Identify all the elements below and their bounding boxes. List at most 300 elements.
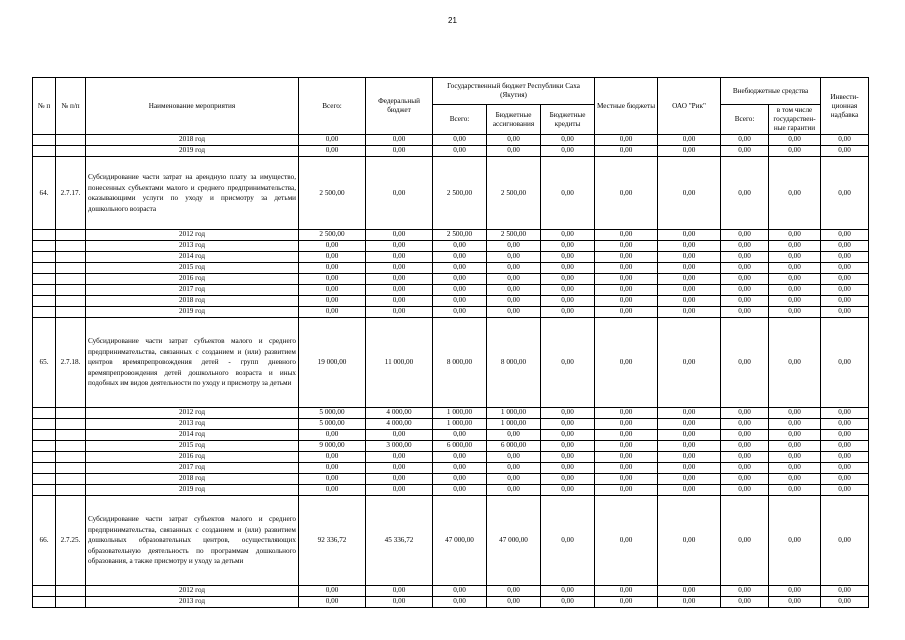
cell-invest: 0,00: [821, 274, 869, 285]
cell-local: 0,00: [595, 474, 658, 485]
year-row: [33, 586, 869, 597]
cell-rik: 0,00: [658, 252, 721, 263]
row-number: [33, 441, 56, 452]
cell-rik: 0,00: [658, 307, 721, 318]
cell-local: 0,00: [595, 318, 658, 408]
cell-state-credit: 0,00: [541, 586, 595, 597]
year-row: [33, 485, 869, 496]
cell-local: 0,00: [595, 135, 658, 146]
cell-extra-guarantee: 0,00: [769, 419, 821, 430]
cell-invest: 0,00: [821, 430, 869, 441]
year-row: [33, 230, 869, 241]
cell-state-alloc: 2 500,00: [487, 157, 541, 230]
cell-extra-guarantee: 0,00: [769, 241, 821, 252]
row-year-label: 2013 год: [86, 597, 299, 608]
year-row: [33, 597, 869, 608]
cell-extra-guarantee: 0,00: [769, 296, 821, 307]
cell-federal: 0,00: [366, 252, 433, 263]
cell-state-total: 0,00: [433, 586, 487, 597]
cell-rik: 0,00: [658, 441, 721, 452]
cell-extra-total: 0,00: [721, 296, 769, 307]
cell-federal: 11 000,00: [366, 318, 433, 408]
cell-state-credit: 0,00: [541, 252, 595, 263]
cell-extra-total: 0,00: [721, 419, 769, 430]
cell-extra-guarantee: 0,00: [769, 274, 821, 285]
cell-extra-guarantee: 0,00: [769, 485, 821, 496]
cell-rik: 0,00: [658, 157, 721, 230]
row-year-label: 2015 год: [86, 441, 299, 452]
cell-extra-guarantee: 0,00: [769, 408, 821, 419]
measure-row: [33, 157, 869, 230]
cell-state-alloc: 0,00: [487, 241, 541, 252]
cell-invest: 0,00: [821, 463, 869, 474]
row-number: [33, 307, 56, 318]
cell-state-total: 1 000,00: [433, 408, 487, 419]
cell-federal: 0,00: [366, 157, 433, 230]
row-year-label: 2014 год: [86, 252, 299, 263]
cell-state-credit: 0,00: [541, 463, 595, 474]
cell-invest: 0,00: [821, 296, 869, 307]
cell-federal: 0,00: [366, 463, 433, 474]
cell-state-total: 0,00: [433, 146, 487, 157]
cell-total: 0,00: [299, 586, 366, 597]
header-state-credit: Бюджетные кредиты: [541, 105, 595, 135]
year-row: [33, 274, 869, 285]
cell-state-credit: 0,00: [541, 408, 595, 419]
cell-local: 0,00: [595, 274, 658, 285]
cell-total: 0,00: [299, 452, 366, 463]
header-local: Местные бюджеты: [595, 78, 658, 135]
cell-total: 5 000,00: [299, 419, 366, 430]
cell-state-total: 0,00: [433, 274, 487, 285]
header-federal: Федеральный бюджет: [366, 78, 433, 135]
row-number: [33, 419, 56, 430]
cell-total: 0,00: [299, 274, 366, 285]
cell-invest: 0,00: [821, 135, 869, 146]
cell-federal: 0,00: [366, 241, 433, 252]
cell-local: 0,00: [595, 307, 658, 318]
cell-state-alloc: 0,00: [487, 263, 541, 274]
cell-extra-total: 0,00: [721, 430, 769, 441]
year-row: [33, 430, 869, 441]
cell-invest: 0,00: [821, 241, 869, 252]
cell-extra-total: 0,00: [721, 408, 769, 419]
cell-extra-guarantee: 0,00: [769, 157, 821, 230]
cell-rik: 0,00: [658, 318, 721, 408]
cell-local: 0,00: [595, 263, 658, 274]
cell-federal: 0,00: [366, 307, 433, 318]
cell-total: 0,00: [299, 474, 366, 485]
cell-state-credit: 0,00: [541, 157, 595, 230]
cell-state-alloc: 0,00: [487, 586, 541, 597]
cell-extra-guarantee: 0,00: [769, 263, 821, 274]
cell-state-total: 0,00: [433, 296, 487, 307]
row-number: [33, 452, 56, 463]
cell-extra-guarantee: 0,00: [769, 230, 821, 241]
cell-rik: 0,00: [658, 586, 721, 597]
cell-state-alloc: 0,00: [487, 296, 541, 307]
cell-total: 0,00: [299, 485, 366, 496]
cell-extra-guarantee: 0,00: [769, 452, 821, 463]
cell-total: 5 000,00: [299, 408, 366, 419]
cell-state-total: 0,00: [433, 463, 487, 474]
row-code: 2.7.17.: [56, 157, 86, 230]
cell-state-total: 0,00: [433, 241, 487, 252]
header-name: Наименование мероприятия: [86, 78, 299, 135]
year-row: [33, 263, 869, 274]
cell-federal: 0,00: [366, 285, 433, 296]
header-total: Всего:: [299, 78, 366, 135]
row-year-label: 2016 год: [86, 274, 299, 285]
cell-federal: 4 000,00: [366, 419, 433, 430]
cell-invest: 0,00: [821, 408, 869, 419]
row-code: [56, 241, 86, 252]
cell-extra-guarantee: 0,00: [769, 146, 821, 157]
row-number: [33, 263, 56, 274]
cell-rik: 0,00: [658, 285, 721, 296]
cell-federal: 0,00: [366, 597, 433, 608]
cell-rik: 0,00: [658, 485, 721, 496]
cell-invest: 0,00: [821, 307, 869, 318]
row-number: [33, 230, 56, 241]
row-code: [56, 307, 86, 318]
row-number: [33, 408, 56, 419]
cell-invest: 0,00: [821, 485, 869, 496]
row-code: [56, 252, 86, 263]
header-extra-total: Всего:: [721, 105, 769, 135]
cell-extra-guarantee: 0,00: [769, 496, 821, 586]
row-description: Субсидирование части затрат субъектов малого и среднего предпринимательства, связанных с созданием и (или) развитием дошкольных образовательных центров, осуществляющих образовательную деятельность по программам дошкольного образования, а также присмотру и уходу за детьми: [86, 496, 299, 586]
year-row: [33, 241, 869, 252]
row-number: [33, 430, 56, 441]
cell-local: 0,00: [595, 230, 658, 241]
cell-state-alloc: 0,00: [487, 474, 541, 485]
row-code: [56, 296, 86, 307]
cell-extra-total: 0,00: [721, 285, 769, 296]
cell-rik: 0,00: [658, 135, 721, 146]
cell-state-alloc: 0,00: [487, 463, 541, 474]
cell-extra-total: 0,00: [721, 597, 769, 608]
cell-rik: 0,00: [658, 146, 721, 157]
cell-invest: 0,00: [821, 496, 869, 586]
cell-extra-total: 0,00: [721, 307, 769, 318]
cell-total: 0,00: [299, 285, 366, 296]
year-row: [33, 408, 869, 419]
row-number: [33, 285, 56, 296]
row-code: [56, 274, 86, 285]
row-number: [33, 586, 56, 597]
page-number: 21: [448, 16, 457, 25]
row-code: [56, 146, 86, 157]
cell-total: 19 000,00: [299, 318, 366, 408]
cell-state-credit: 0,00: [541, 474, 595, 485]
year-row: [33, 307, 869, 318]
cell-federal: 0,00: [366, 230, 433, 241]
row-number: [33, 485, 56, 496]
cell-invest: 0,00: [821, 146, 869, 157]
cell-state-total: 0,00: [433, 474, 487, 485]
cell-extra-total: 0,00: [721, 157, 769, 230]
row-year-label: 2019 год: [86, 485, 299, 496]
row-code: [56, 586, 86, 597]
cell-local: 0,00: [595, 419, 658, 430]
cell-extra-guarantee: 0,00: [769, 474, 821, 485]
row-code: [56, 135, 86, 146]
cell-extra-guarantee: 0,00: [769, 441, 821, 452]
year-row: [33, 296, 869, 307]
cell-federal: 0,00: [366, 586, 433, 597]
cell-rik: 0,00: [658, 263, 721, 274]
cell-federal: 0,00: [366, 452, 433, 463]
cell-extra-total: 0,00: [721, 485, 769, 496]
cell-state-total: 0,00: [433, 252, 487, 263]
cell-state-total: 0,00: [433, 263, 487, 274]
row-code: [56, 474, 86, 485]
row-code: [56, 430, 86, 441]
cell-local: 0,00: [595, 485, 658, 496]
cell-extra-total: 0,00: [721, 474, 769, 485]
cell-local: 0,00: [595, 597, 658, 608]
cell-federal: 0,00: [366, 146, 433, 157]
row-code: 2.7.18.: [56, 318, 86, 408]
cell-state-alloc: 8 000,00: [487, 318, 541, 408]
cell-local: 0,00: [595, 430, 658, 441]
cell-rik: 0,00: [658, 463, 721, 474]
cell-federal: 0,00: [366, 274, 433, 285]
header-extra-guarantee: в том числе государствен-ные гарантии: [769, 105, 821, 135]
cell-invest: 0,00: [821, 419, 869, 430]
row-code: [56, 452, 86, 463]
row-code: [56, 419, 86, 430]
cell-extra-total: 0,00: [721, 146, 769, 157]
cell-extra-total: 0,00: [721, 452, 769, 463]
cell-state-alloc: 0,00: [487, 285, 541, 296]
header-invest: Инвести-ционная надбавка: [821, 78, 869, 135]
row-number: [33, 463, 56, 474]
header-extra-group: Внебюджетные средства: [721, 78, 821, 105]
row-year-label: 2018 год: [86, 474, 299, 485]
cell-local: 0,00: [595, 452, 658, 463]
cell-local: 0,00: [595, 586, 658, 597]
cell-state-alloc: 0,00: [487, 597, 541, 608]
cell-extra-total: 0,00: [721, 274, 769, 285]
row-year-label: 2019 год: [86, 307, 299, 318]
cell-total: 0,00: [299, 597, 366, 608]
year-row: [33, 474, 869, 485]
cell-state-total: 0,00: [433, 307, 487, 318]
row-number: 65.: [33, 318, 56, 408]
cell-extra-guarantee: 0,00: [769, 430, 821, 441]
cell-state-total: 8 000,00: [433, 318, 487, 408]
cell-extra-guarantee: 0,00: [769, 135, 821, 146]
cell-state-credit: 0,00: [541, 419, 595, 430]
cell-invest: 0,00: [821, 597, 869, 608]
cell-state-alloc: 0,00: [487, 274, 541, 285]
header-code: № п/п: [56, 78, 86, 135]
cell-state-credit: 0,00: [541, 230, 595, 241]
row-year-label: 2012 год: [86, 408, 299, 419]
cell-federal: 45 336,72: [366, 496, 433, 586]
header-state-group: Государственный бюджет Республики Саха (Якутия): [433, 78, 595, 105]
cell-state-alloc: 0,00: [487, 430, 541, 441]
cell-extra-guarantee: 0,00: [769, 307, 821, 318]
year-row: [33, 419, 869, 430]
cell-state-alloc: 47 000,00: [487, 496, 541, 586]
cell-invest: 0,00: [821, 157, 869, 230]
cell-federal: 0,00: [366, 430, 433, 441]
cell-state-total: 2 500,00: [433, 230, 487, 241]
cell-total: 92 336,72: [299, 496, 366, 586]
row-code: [56, 463, 86, 474]
cell-state-total: 0,00: [433, 135, 487, 146]
cell-invest: 0,00: [821, 452, 869, 463]
year-row: [33, 441, 869, 452]
cell-total: 9 000,00: [299, 441, 366, 452]
cell-federal: 3 000,00: [366, 441, 433, 452]
cell-rik: 0,00: [658, 274, 721, 285]
cell-federal: 0,00: [366, 263, 433, 274]
cell-invest: 0,00: [821, 263, 869, 274]
cell-total: 0,00: [299, 146, 366, 157]
header-rik: ОАО "Рик": [658, 78, 721, 135]
cell-state-alloc: 0,00: [487, 485, 541, 496]
cell-local: 0,00: [595, 252, 658, 263]
row-year-label: 2018 год: [86, 296, 299, 307]
cell-state-credit: 0,00: [541, 307, 595, 318]
year-row: [33, 285, 869, 296]
cell-invest: 0,00: [821, 586, 869, 597]
cell-extra-guarantee: 0,00: [769, 597, 821, 608]
row-number: [33, 146, 56, 157]
row-description: Субсидирование части затрат субъектов малого и среднего предпринимательства, связанных с созданием и (или) развитием центров времяпрепровождения детей - групп дневного времяпрепровождения детей дошкольного возраста и иных подобных им видов деятельности по уходу и присмотру за детьми: [86, 318, 299, 408]
cell-state-alloc: 0,00: [487, 146, 541, 157]
cell-extra-total: 0,00: [721, 441, 769, 452]
row-number: [33, 241, 56, 252]
cell-state-alloc: 1 000,00: [487, 419, 541, 430]
cell-state-credit: 0,00: [541, 485, 595, 496]
cell-local: 0,00: [595, 241, 658, 252]
table-body: [33, 135, 869, 608]
row-year-label: 2016 год: [86, 452, 299, 463]
cell-extra-total: 0,00: [721, 252, 769, 263]
cell-rik: 0,00: [658, 452, 721, 463]
cell-state-total: 0,00: [433, 485, 487, 496]
row-year-label: 2017 год: [86, 463, 299, 474]
cell-total: 0,00: [299, 241, 366, 252]
cell-total: 2 500,00: [299, 157, 366, 230]
cell-state-alloc: 0,00: [487, 452, 541, 463]
cell-invest: 0,00: [821, 474, 869, 485]
cell-extra-total: 0,00: [721, 263, 769, 274]
cell-extra-total: 0,00: [721, 318, 769, 408]
cell-total: 0,00: [299, 263, 366, 274]
row-year-label: 2015 год: [86, 263, 299, 274]
cell-total: 0,00: [299, 430, 366, 441]
row-code: [56, 485, 86, 496]
cell-rik: 0,00: [658, 408, 721, 419]
row-year-label: 2012 год: [86, 230, 299, 241]
year-row: [33, 452, 869, 463]
cell-local: 0,00: [595, 496, 658, 586]
cell-extra-total: 0,00: [721, 496, 769, 586]
cell-total: 0,00: [299, 296, 366, 307]
cell-rik: 0,00: [658, 430, 721, 441]
cell-state-alloc: 6 000,00: [487, 441, 541, 452]
cell-state-total: 47 000,00: [433, 496, 487, 586]
cell-extra-total: 0,00: [721, 230, 769, 241]
header-state-alloc: Бюджетные ассигнования: [487, 105, 541, 135]
cell-state-total: 0,00: [433, 285, 487, 296]
cell-invest: 0,00: [821, 318, 869, 408]
cell-extra-total: 0,00: [721, 586, 769, 597]
cell-state-total: 6 000,00: [433, 441, 487, 452]
row-year-label: 2012 год: [86, 586, 299, 597]
cell-state-alloc: 0,00: [487, 135, 541, 146]
cell-rik: 0,00: [658, 496, 721, 586]
cell-state-credit: 0,00: [541, 274, 595, 285]
header-num: № п: [33, 78, 56, 135]
cell-local: 0,00: [595, 408, 658, 419]
row-year-label: 2014 год: [86, 430, 299, 441]
header-state-total: Всего:: [433, 105, 487, 135]
cell-invest: 0,00: [821, 285, 869, 296]
cell-extra-guarantee: 0,00: [769, 318, 821, 408]
cell-local: 0,00: [595, 463, 658, 474]
cell-state-total: 1 000,00: [433, 419, 487, 430]
measure-row: [33, 496, 869, 586]
row-code: [56, 441, 86, 452]
row-number: [33, 274, 56, 285]
row-number: [33, 252, 56, 263]
cell-rik: 0,00: [658, 296, 721, 307]
row-code: 2.7.25.: [56, 496, 86, 586]
cell-total: 0,00: [299, 307, 366, 318]
cell-invest: 0,00: [821, 441, 869, 452]
year-row: [33, 146, 869, 157]
cell-rik: 0,00: [658, 230, 721, 241]
cell-state-credit: 0,00: [541, 430, 595, 441]
cell-state-total: 0,00: [433, 452, 487, 463]
cell-local: 0,00: [595, 157, 658, 230]
cell-extra-guarantee: 0,00: [769, 285, 821, 296]
cell-rik: 0,00: [658, 419, 721, 430]
cell-extra-total: 0,00: [721, 241, 769, 252]
cell-rik: 0,00: [658, 474, 721, 485]
row-number: 66.: [33, 496, 56, 586]
row-code: [56, 597, 86, 608]
cell-state-alloc: 1 000,00: [487, 408, 541, 419]
cell-state-credit: 0,00: [541, 263, 595, 274]
cell-extra-guarantee: 0,00: [769, 252, 821, 263]
cell-federal: 0,00: [366, 296, 433, 307]
cell-state-alloc: 0,00: [487, 307, 541, 318]
row-year-label: 2017 год: [86, 285, 299, 296]
year-row: [33, 135, 869, 146]
cell-local: 0,00: [595, 441, 658, 452]
cell-total: 0,00: [299, 135, 366, 146]
cell-federal: 0,00: [366, 485, 433, 496]
cell-state-credit: 0,00: [541, 441, 595, 452]
cell-state-credit: 0,00: [541, 452, 595, 463]
cell-invest: 0,00: [821, 230, 869, 241]
cell-state-total: 2 500,00: [433, 157, 487, 230]
cell-extra-total: 0,00: [721, 135, 769, 146]
cell-state-total: 0,00: [433, 597, 487, 608]
year-row: [33, 463, 869, 474]
row-year-label: 2019 год: [86, 146, 299, 157]
cell-state-credit: 0,00: [541, 296, 595, 307]
row-number: 64.: [33, 157, 56, 230]
